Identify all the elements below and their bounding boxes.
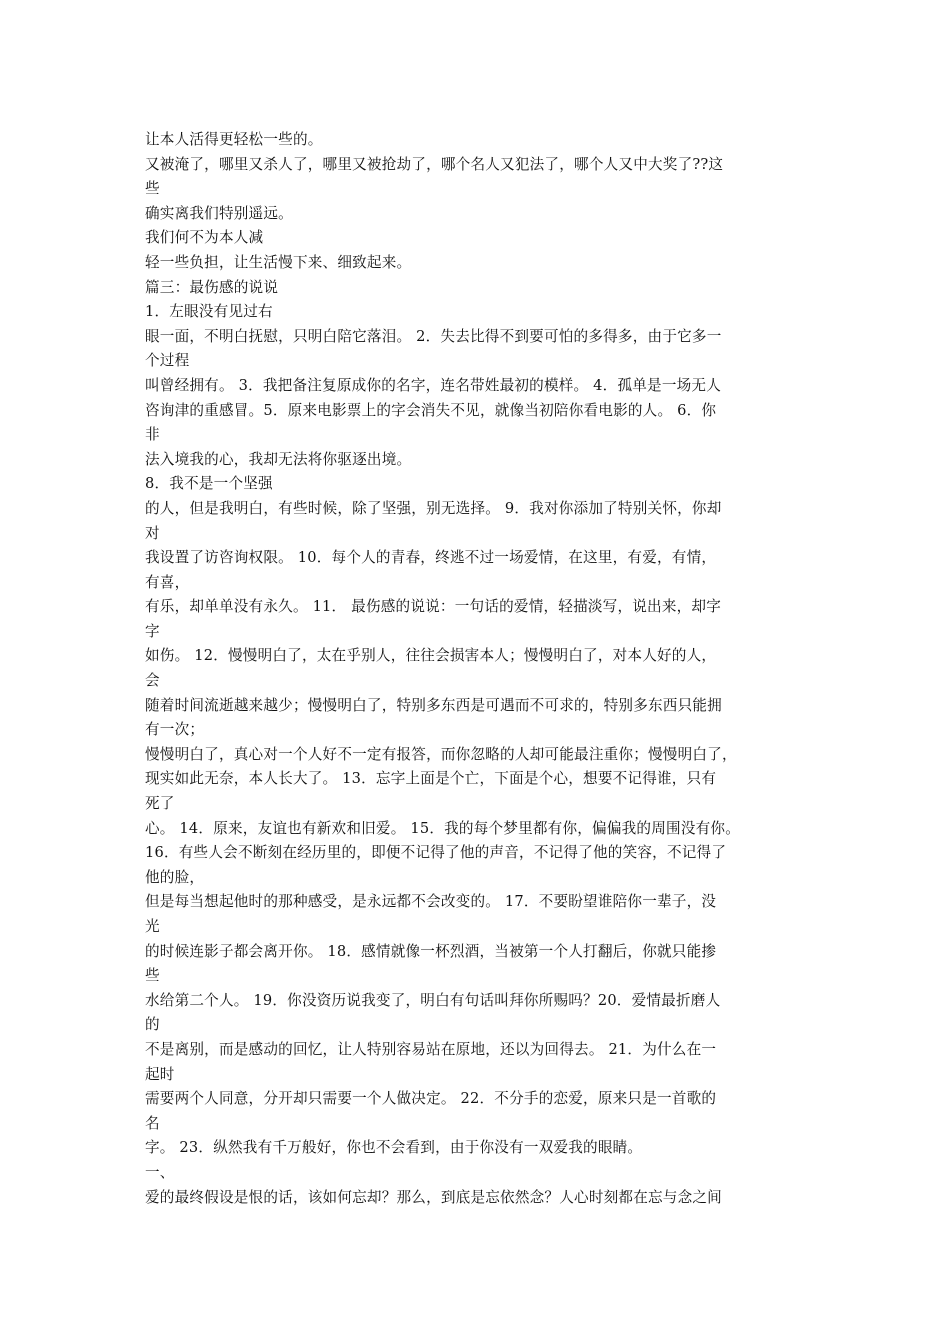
text-line: 有喜，	[145, 573, 190, 591]
text-line: 16．有些人会不断刻在经历里的，即便不记得了他的声音，不记得了他的笑容，不记得了	[145, 844, 727, 862]
text-line: 个过程	[145, 352, 190, 370]
text-line: 爱的最终假设是恨的话，该如何忘却？那么，到底是忘依然念？人心时刻都在忘与念之间	[145, 1188, 722, 1206]
text-line: 的人，但是我明白，有些时候，除了坚强，别无选择。 9．我对你添加了特别关怀，你却	[145, 499, 722, 517]
text-line: 的时候连影子都会离开你。 18．感情就像一杯烈酒，当被第一个人打翻后，你就只能掺	[145, 942, 717, 960]
text-line: 不是离别，而是感动的回忆，让人特别容易站在原地，还以为回得去。 21．为什么在一	[145, 1040, 717, 1058]
text-line: 字。 23．纵然我有千万般好，你也不会看到，由于你没有一双爱我的眼睛。	[145, 1139, 643, 1157]
text-line: 又被淹了，哪里又杀人了，哪里又被抢劫了，哪个名人又犯法了，哪个人又中大奖了??这	[145, 155, 724, 173]
text-line: 如伤。 12．慢慢明白了，太在乎别人，往往会损害本人；慢慢明白了，对本人好的人，	[145, 647, 717, 665]
text-line: 名	[145, 1114, 160, 1132]
text-line: 咨询津的重感冒。5．原来电影票上的字会消失不见，就像当初陪你看电影的人。 6．你	[145, 401, 717, 419]
text-line: 非	[145, 426, 160, 444]
section-heading: 一、	[145, 1163, 175, 1181]
text-line: 光	[145, 918, 160, 935]
text-line: 慢慢明白了，真心对一个人好不一定有报答，而你忽略的人却可能最注重你；慢慢明白了，	[145, 745, 737, 763]
text-line: 心。 14．原来，友谊也有新欢和旧爱。 15．我的每个梦里都有你，偏偏我的周围没有你。	[145, 819, 740, 837]
text-line: 会	[145, 672, 160, 690]
text-line: 确实离我们特别遥远。	[145, 204, 293, 222]
text-line: 让本人活得更轻松一些的。	[145, 131, 323, 148]
section-heading: 篇三：最伤感的说说	[145, 278, 279, 296]
text-line: 叫曾经拥有。 3．我把备注复原成你的名字，连名带姓最初的模样。 4．孤单是一场无人	[145, 376, 722, 394]
text-line: 现实如此无奈，本人长大了。 13．忘字上面是个亡，下面是个心，想要不记得谁，只有	[145, 770, 717, 788]
text-line: 法入境我的心，我却无法将你驱逐出境。	[145, 450, 412, 468]
text-line: 轻一些负担，让生活慢下来、细致起来。	[145, 253, 412, 271]
text-line: 但是每当想起他时的那种感受，是永远都不会改变的。 17．不要盼望谁陪你一辈子，没	[145, 893, 717, 911]
text-line: 他的脸，	[145, 868, 205, 886]
text-line: 些	[145, 967, 160, 985]
text-line: 些	[145, 180, 160, 198]
text-line: 8．我不是一个坚强	[145, 475, 273, 493]
text-line: 随着时间流逝越来越少；慢慢明白了，特别多东西是可遇而不可求的，特别多东西只能拥	[145, 696, 722, 714]
text-line: 水给第二个人。 19．你没资历说我变了，明白有句话叫拜你所赐吗？20．爱情最折磨人	[145, 991, 721, 1009]
text-line: 起时	[145, 1065, 175, 1083]
text-line: 死了	[145, 795, 175, 813]
text-line: 有乐，却单单没有永久。 11． 最伤感的说说：一句话的爱情，轻描淡写，说出来，却字	[145, 598, 722, 616]
text-line: 需要两个人同意，分开却只需要一个人做决定。 22．不分手的恋爱，原来只是一首歌的	[145, 1090, 717, 1108]
text-line: 字	[145, 622, 160, 640]
text-line: 有一次；	[145, 721, 205, 739]
document-page	[145, 128, 815, 1210]
text-line: 眼一面，不明白抚慰，只明白陪它落泪。 2．失去比得不到要可怕的多得多，由于它多一	[145, 327, 722, 345]
text-line: 对	[145, 524, 160, 542]
text-line: 我们何不为本人减	[145, 229, 264, 247]
text-line: 1．左眼没有见过右	[145, 303, 273, 321]
text-line: 的	[145, 1016, 160, 1034]
text-line: 我设置了访咨询权限。 10．每个人的青春，终逃不过一场爱情，在这里，有爱，有情，	[145, 549, 717, 567]
